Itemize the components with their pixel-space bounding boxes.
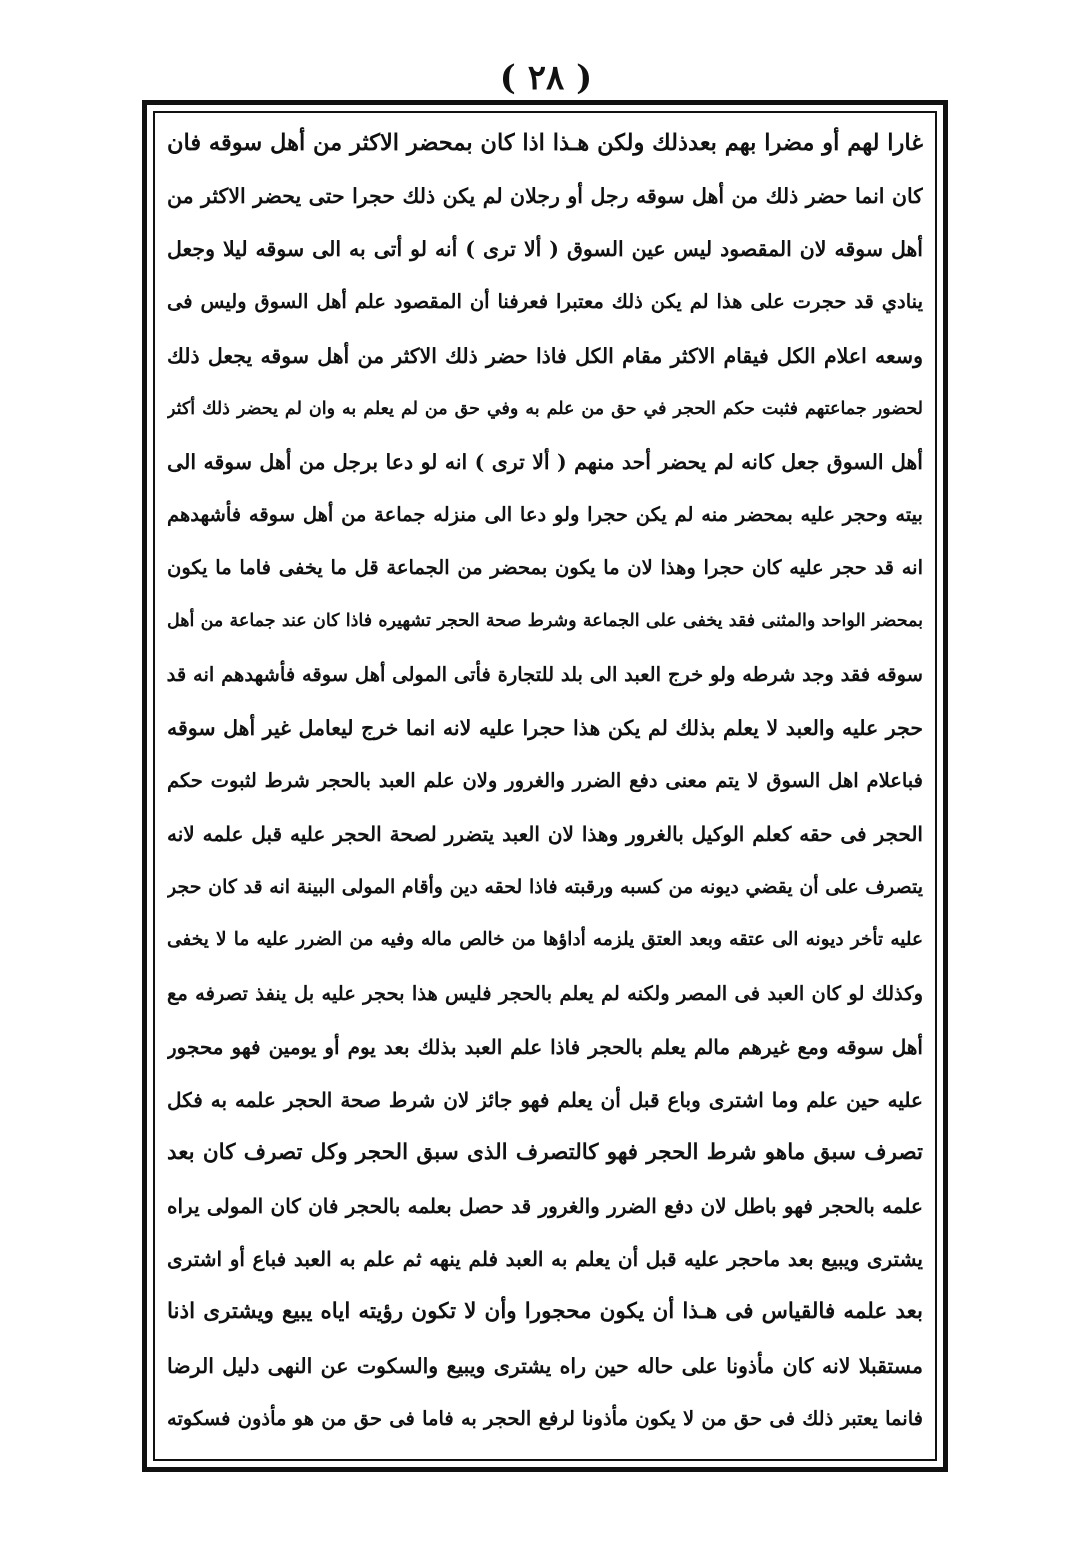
- text-line: كان انما حضر ذلك من أهل سوقه رجل أو رجلان لم يكن ذلك حجرا حتى يحضر الاكثر من: [167, 184, 923, 209]
- text-line: فانما يعتبر ذلك فى حق من لا يكون مأذونا لرفع الحجر به فاما فى حق من هو مأذون فسكوته: [167, 1406, 923, 1430]
- page-number: ( ٢٨ ): [499, 58, 593, 98]
- text-line: ينادي قد حجرت على هذا لم يكن ذلك معتبرا فعرفنا أن المقصود علم أهل السوق وليس فى: [167, 290, 923, 314]
- text-line: يشترى ويبيع بعد ماحجر عليه قبل أن يعلم به العبد فلم ينهه ثم علم به العبد فباع أو اشترى: [167, 1247, 923, 1272]
- text-line: أهل السوق جعل كانه لم يحضر أحد منهم ( ألا ترى ) انه لو دعا برجل من أهل سوقه الى: [167, 449, 923, 474]
- text-line: مستقبلا لانه كان مأذونا على حاله حين راه يشترى ويبيع والسكوت عن النهى دليل الرضا: [167, 1353, 923, 1378]
- text-line: بمحضر الواحد والمثنى فقد يخفى على الجماعة وشرط صحة الحجر تشهيره فاذا كان عند جماعة من أهل: [167, 611, 923, 632]
- text-line: يتصرف على أن يقضي ديونه من كسبه ورقبته فاذا لحقه دين وأقام المولى البينة انه قد كان حجر: [167, 876, 923, 899]
- page-border: [142, 100, 948, 1472]
- text-line: بعد علمه فالقياس فى هـذا أن يكون محجورا وأن لا تكون رؤيته اياه يبيع ويشترى اذنا: [167, 1299, 923, 1325]
- text-line: أهل سوقه لان المقصود ليس عين السوق ( ألا ترى ) أنه لو أتى به الى سوقه ليلا وجعل: [167, 237, 923, 262]
- text-line: عليه حين علم وما اشترى وباع قبل أن يعلم فهو جائز لان شرط صحة الحجر علمه به فكل: [167, 1087, 923, 1112]
- inner-border: [153, 111, 937, 1461]
- text-line: تصرف سبق ماهو شرط الحجر فهو كالتصرف الذى سبق الحجر وكل تصرف كان بعد: [167, 1139, 923, 1165]
- text-line: وكذلك لو كان العبد فى المصر ولكنه لم يعلم بالحجر فليس هذا بحجر عليه بل ينفذ تصرفه مع: [167, 981, 923, 1005]
- text-line: فباعلام اهل السوق لا يتم معنى دفع الضرر والغرور ولان علم العبد بالحجر شرط لثبوت حكم: [167, 768, 923, 792]
- text-line: غارا لهم أو مضرا بهم بعدذلك ولكن هـذا اذا كان بمحضر الاكثر من أهل سوقه فان: [167, 130, 923, 156]
- text-line: أهل سوقه ومع غيرهم مالم يعلم بالحجر فاذا علم العبد بذلك بعد يوم أو يومين فهو محجور: [167, 1034, 923, 1059]
- text-line: عليه تأخر ديونه الى عتقه وبعد العتق يلزمه أداؤها من خالص ماله وفيه من الضرر عليه ما لا يخفى: [167, 929, 923, 951]
- body-text: [167, 123, 923, 1439]
- text-line: وسعه اعلام الكل فيقام الاكثر مقام الكل فاذا حضر ذلك الاكثر من أهل سوقه يجعل ذلك: [167, 343, 923, 368]
- text-line: انه قد حجر عليه كان حجرا وهذا لان ما يكون بمحضر من الجماعة قل ما يخفى فاما ما يكون: [167, 556, 923, 580]
- text-line: حجر عليه والعبد لا يعلم بذلك لم يكن هذا حجرا عليه لانه انما خرج ليعامل غير أهل سوقه: [167, 715, 923, 740]
- text-line: بيته وحجر عليه بمحضر منه لم يكن حجرا ولو دعا الى منزله جماعة من أهل سوقه فأشهدهم: [167, 503, 923, 527]
- text-line: سوقه فقد وجد شرطه ولو خرج العبد الى بلد للتجارة فأتى المولى أهل سوقه فأشهدهم انه قد: [167, 662, 923, 686]
- text-line: الحجر فى حقه كعلم الوكيل بالغرور وهذا لان العبد يتضرر لصحة الحجر عليه قبل علمه لانه: [167, 822, 923, 847]
- text-line: علمه بالحجر فهو باطل لان دفع الضرر والغرور قد حصل بعلمه بالحجر فان كان المولى يراه: [167, 1194, 923, 1219]
- text-line: لحضور جماعتهم فثبت حكم الحجر في حق من علم به وفي حق من لم يعلم به وان لم يحضر ذلك أكثر: [167, 398, 923, 419]
